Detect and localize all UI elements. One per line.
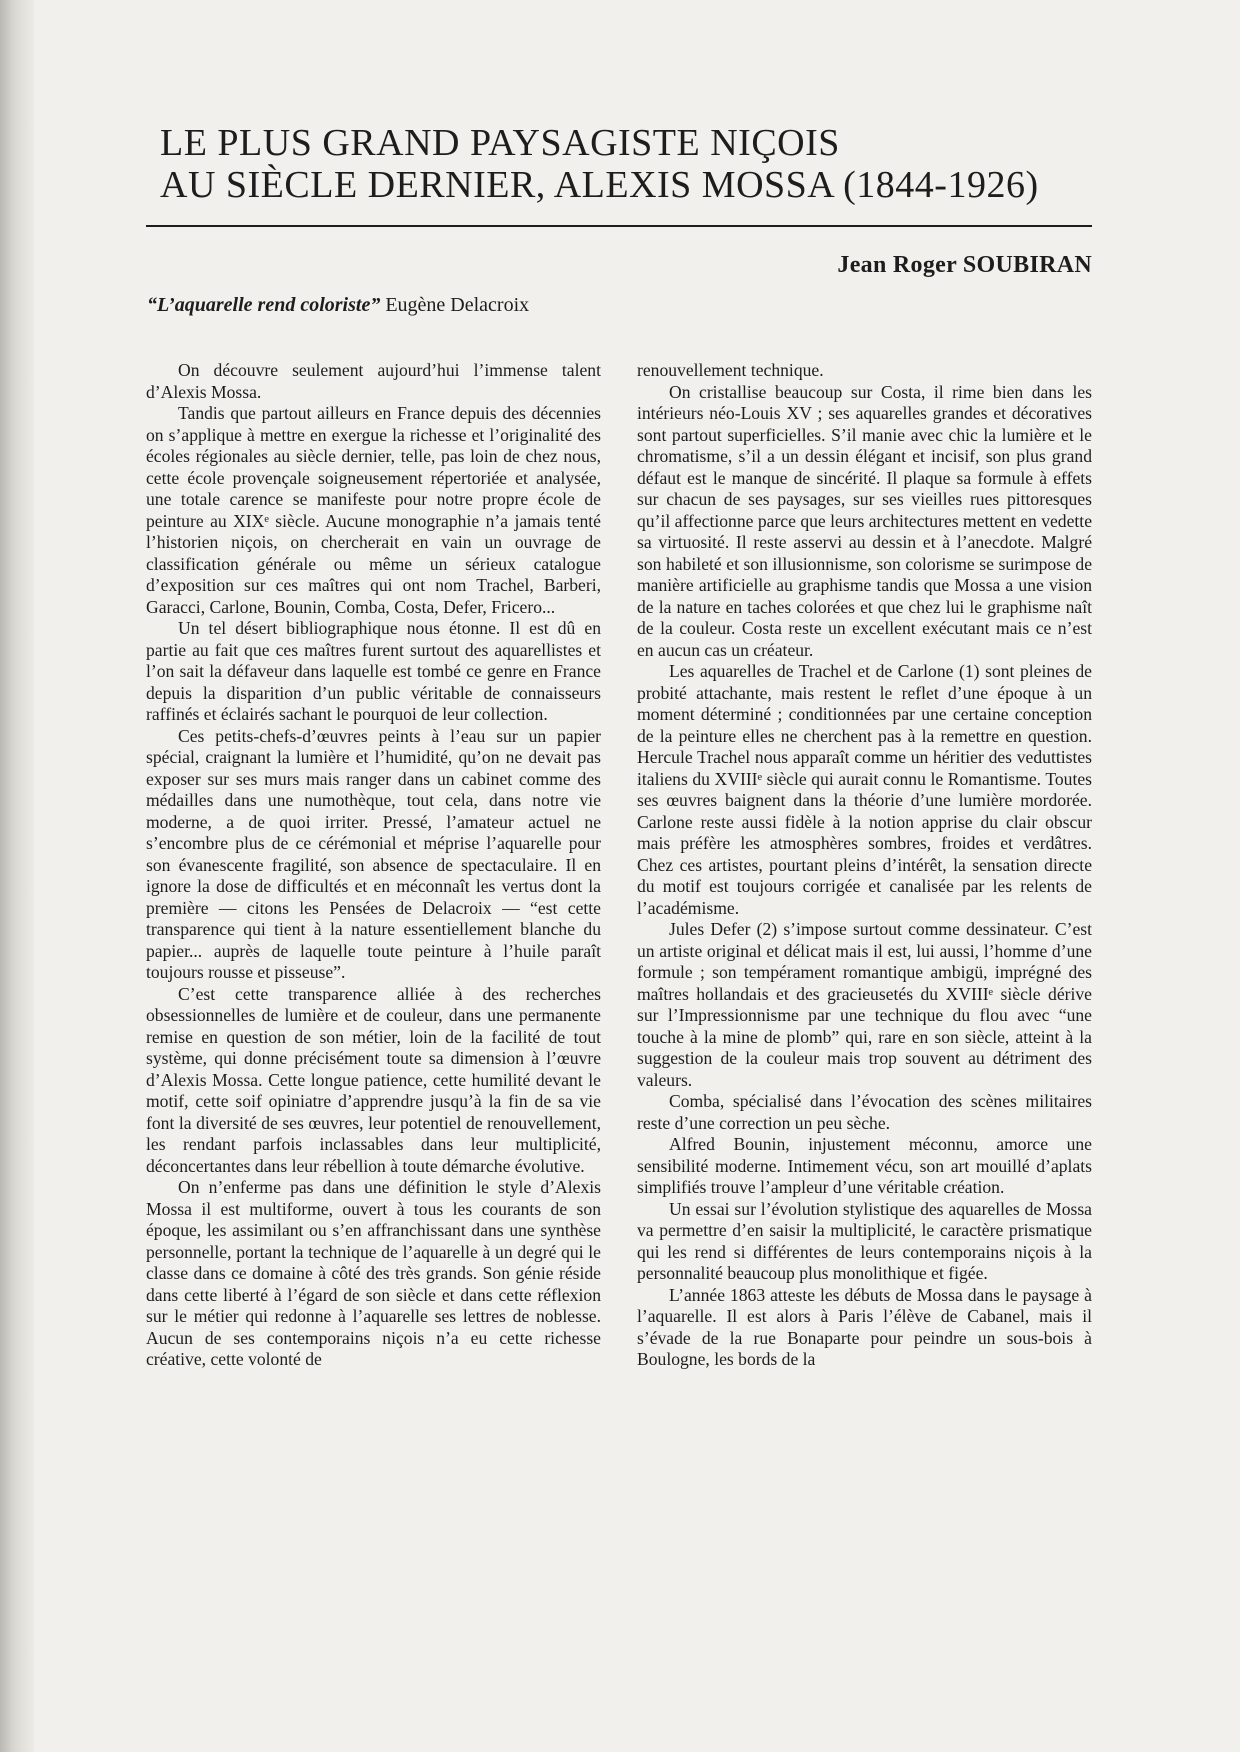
epigraph bbox=[147, 294, 529, 317]
paragraph: Ces petits-chefs-d’œuvres peints à l’eau sur un papier spécial, craignant la lumière et l’humidité, qu’on ne devait pas exposer sur ses murs mais ranger dans un cabinet comme des médailles dans une numothèque, tout cela, dans notre vie moderne, a de quoi irriter. Pressé, l’amateur actuel ne s’encombre plus de ce cérémonial et méprise l’aquarelle pour son évanescente fragilité, son absence de spectaculaire. Il en ignore la dose de difficultés et en méconnaît les vertus dont la première — citons les Pensées de Delacroix — “est cette transparence qui tient à la nature essentiellement blanche du papier... auprès de laquelle toute peinture à l’huile paraît toujours rousse et pisseuse”. bbox=[146, 725, 601, 982]
paragraph: Les aquarelles de Trachel et de Carlone (1) sont pleines de probité attachante, mais restent le reflet d’une époque à un moment déterminé ; conditionnées par une certaine conception de la peinture elles ne cherchent pas à la remettre en question. Hercule Trachel nous apparaît comme un héritier des veduttistes italiens du XVIIIᵉ siècle qui aurait connu le Romantisme. Toutes ses œuvres baignent dans la théorie d’une lumière mordorée. Carlone reste aussi fidèle à la notion apprise du clair obscur mais préfère les atmosphères sombres, froides et verdâtres. Chez ces artistes, pourtant pleins d’intérêt, la sensation directe du motif est toujours corrigée et canalisée par les relents de l’académisme. bbox=[637, 661, 1092, 918]
paragraph: On cristallise beaucoup sur Costa, il rime bien dans les intérieurs néo-Louis XV ; ses aquarelles grandes et décoratives sont partout superficielles. S’il manie avec chic la lumière et le chromatisme, s’il a un dessin élégant et incisif, son plus grand défaut est le manque de sincérité. Il plaque sa formule à effets sur chacun de ses paysages, sur ses vieilles rues pittoresques qu’il affectionne parce que leurs architectures mettent en vedette sa virtuosité. Il reste asservi au dessin et à l’anecdote. Malgré son habileté et son illusionnisme, son colorisme se surimpose de manière artificielle au graphisme tandis que Mossa a une vision de la nature en taches colorées et que chez lui le graphisme naît de la couleur. Costa reste un excellent exécutant mais ce n’est en aucun cas un créateur. bbox=[637, 381, 1092, 660]
paragraph: On découvre seulement aujourd’hui l’immense talent d’Alexis Mossa. bbox=[146, 360, 601, 402]
article-title bbox=[160, 122, 1100, 206]
page-gutter-shadow bbox=[0, 0, 34, 1752]
left-column bbox=[146, 360, 601, 1371]
paragraph: renouvellement technique. bbox=[637, 360, 824, 380]
title-line-1: LE PLUS GRAND PAYSAGISTE NIÇOIS bbox=[160, 122, 840, 164]
epigraph-source: Eugène Delacroix bbox=[385, 294, 530, 316]
paragraph: On n’enferme pas dans une définition le style d’Alexis Mossa il est multiforme, ouvert à tous les courants de son époque, les assimilant ou s’en affranchissant dans une synthèse personnelle, portant la technique de l’aquarelle à un degré qui le classe dans ce domaine à côté des très grands. Son génie réside dans cette liberté à l’égard de son siècle et dans cette réflexion sur le métier qui redonne à l’aquarelle ses lettres de noblesse. Aucun de ses contemporains niçois n’a eu cette richesse créative, cette volonté de bbox=[146, 1177, 601, 1369]
right-column bbox=[637, 360, 1092, 1371]
paragraph: Un tel désert bibliographique nous étonne. Il est dû en partie au fait que ces maîtres furent surtout des aquarellistes et l’on sait la défaveur dans laquelle est tombé ce genre en France depuis la disparition d’un public véritable de connaisseurs raffinés et éclairés sachant le pourquoi de leur collection. bbox=[146, 618, 601, 724]
paragraph: C’est cette transparence alliée à des recherches obsessionnelles de lumière et de couleur, dans une permanente remise en question de son métier, loin de la facilité de tout système, qui donne précisément toute sa dimension à l’œuvre d’Alexis Mossa. Cette longue patience, cette humilité devant le motif, cette soif opiniatre d’apprendre jusqu’à la fin de sa vie font la diversité de ses œuvres, leur potentiel de renouvellement, les rendant parfois inclassables dans leur multiplicité, déconcertantes dans leur rébellion à toute démarche évolutive. bbox=[146, 983, 601, 1176]
paragraph: Comba, spécialisé dans l’évocation des scènes militaires reste d’une correction un peu sèche. bbox=[637, 1091, 1092, 1133]
paragraph: L’année 1863 atteste les débuts de Mossa dans le paysage à l’aquarelle. Il est alors à Paris l’élève de Cabanel, mais il s’évade de la rue Bonaparte pour peindre un sous-bois à Boulogne, les bords de la bbox=[637, 1284, 1092, 1369]
paragraph: Un essai sur l’évolution stylistique des aquarelles de Mossa va permettre d’en saisir la multiplicité, le caractère prismatique qui les rend si différentes de leurs contemporains niçois à la personnalité beaucoup plus monolithique et figée. bbox=[637, 1198, 1092, 1283]
paragraph: Alfred Bounin, injustement méconnu, amorce une sensibilité moderne. Intimement vécu, son art mouillé d’aplats simplifiés trouve l’ampleur d’une véritable création. bbox=[637, 1134, 1092, 1197]
author-name: Jean Roger SOUBIRAN bbox=[837, 252, 1092, 278]
epigraph-quote: “L’aquarelle rend coloriste” bbox=[147, 294, 381, 316]
paragraph: Tandis que partout ailleurs en France depuis des décennies on s’applique à mettre en exergue la richesse et l’originalité des écoles régionales au siècle dernier, telle, pas loin de chez nous, cette école provençale soigneusement répertoriée et analysée, une totale carence se manifeste pour notre propre école de peinture au XIXᵉ siècle. Aucune monographie n’a jamais tenté l’historien niçois, on chercherait en vain un ouvrage de classification générale ou même un sérieux catalogue d’exposition sur ces maîtres qui ont nom Trachel, Barberi, Garacci, Carlone, Bounin, Comba, Costa, Defer, Fricero... bbox=[146, 403, 601, 617]
title-line-2: AU SIÈCLE DERNIER, ALEXIS MOSSA (1844-1926) bbox=[160, 164, 1039, 206]
title-rule bbox=[146, 225, 1092, 227]
paragraph: Jules Defer (2) s’impose surtout comme dessinateur. C’est un artiste original et délicat mais il est, lui aussi, l’homme d’une formule ; son tempérament romantique ambigü, imprégné des maîtres hollandais et des gracieusetés du XVIIIᵉ siècle dérive sur l’Impressionnisme par une technique du flou avec “une touche à la mine de plomb” qui, rare en son siècle, atteint à la suggestion de la couleur mais trop souvent au détriment des valeurs. bbox=[637, 919, 1092, 1090]
